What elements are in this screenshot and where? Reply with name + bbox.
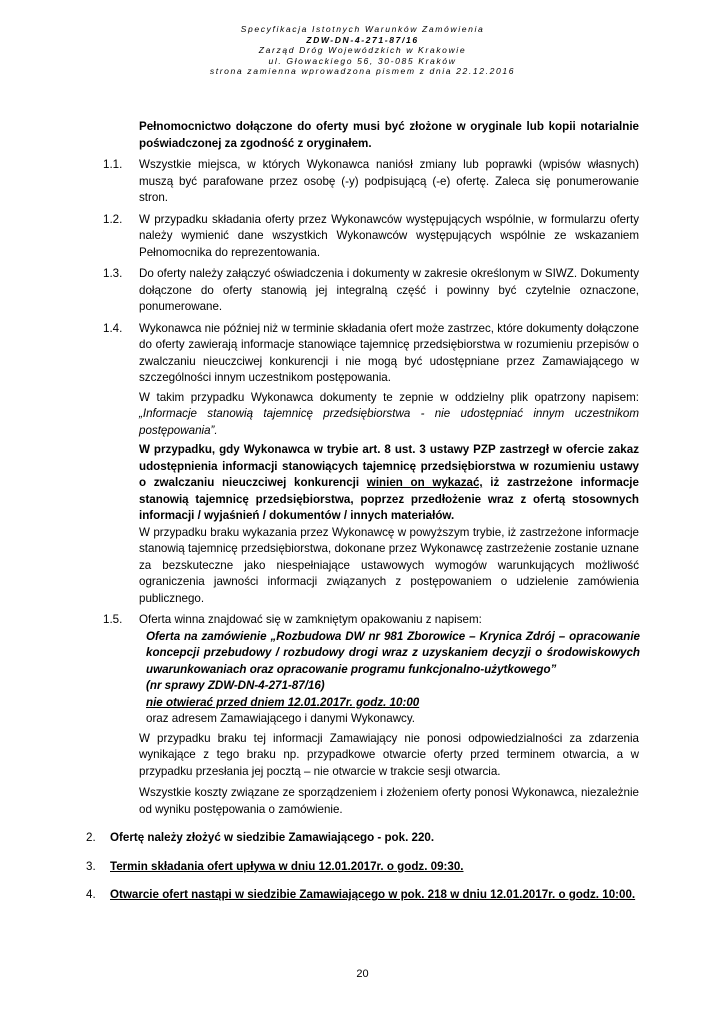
section-text: Wykonawca nie później niż w terminie składania ofert może zastrzec, które dokumenty dołączone do oferty zawierają informacje stanowiące tajemnicę przedsiębiorstwa w rozumieniu przepisów o zwalczaniu nieuczciwej konkurencji i nie mogą być udostępniane przez Zamawiającego w szczególności innym uczestnikom postępowania. — [139, 321, 639, 384]
section-number: 1.4. — [103, 321, 123, 335]
section-text: Otwarcie ofert nastąpi w siedzibie Zamawiającego w pok. 218 w dniu 12.01.2017r. o godz. 10:00. — [110, 888, 636, 901]
section-number: 1.3. — [103, 267, 123, 280]
section-number: 1.5. — [103, 613, 123, 626]
document-header — [0, 24, 725, 77]
section-number: 1.2. — [103, 212, 123, 226]
trade-secret-underlined: winien on wykazać, — [366, 476, 483, 489]
header-case-number: ZDW-DN-4-271-87/16 — [306, 34, 419, 45]
section-1-4-marking — [139, 390, 639, 440]
marking-quote: „Informacje stanowią tajemnicę przedsiębiorstwa - nie udostępniać innym uczestnikom postępowania”. — [139, 407, 639, 437]
section-text: Termin składania ofert upływa w dniu 12.01.2017r. o godz. 09:30. — [110, 859, 464, 873]
section-number: 3. — [86, 859, 96, 873]
section-number: 1.1. — [103, 158, 123, 171]
section-1-4 — [103, 321, 639, 387]
envelope-do-not-open: nie otwierać przed dniem 12.01.2017r. godz. 10:00 — [146, 695, 420, 709]
page-number: 20 — [356, 968, 369, 980]
section-1-3 — [103, 266, 639, 316]
header-organization: Zarząd Dróg Wojewódzkich w Krakowie — [258, 45, 467, 56]
section-1-2 — [103, 212, 639, 262]
section-3 — [86, 859, 640, 876]
section-1-1 — [103, 157, 639, 207]
section-1-5-costs: Wszystkie koszty związane ze sporządzeniem i złożeniem oferty ponosi Wykonawca, niezależnie od wyniku postępowania o zamówienie. — [139, 786, 639, 816]
header-address: ul. Głowackiego 56, 30-085 Kraków — [268, 55, 457, 66]
envelope-address-note: oraz adresem Zamawiającego i danymi Wykonawcy. — [146, 712, 416, 725]
section-1-4-consequence: W przypadku braku wykazania przez Wykonawcę w powyższym trybie, iż zastrzeżone informacje stanowią tajemnicę przedsiębiorstwa, dokonane przez Wykonawcę zastrzeżenie zostanie uznane za bezskuteczne jako niespełniające ustawowych wymogów warunkujących możliwość ograniczenia jawności informacji związanych z postępowaniem o udzielenie zamówienia publicznego. — [139, 525, 639, 605]
section-text: Wszystkie miejsca, w których Wykonawca naniósł zmiany lub poprawki (wpisów własnych) muszą być parafowane przez osobę (-y) podpisującą (-e) ofertę. Zaleca się ponumerowanie stron. — [139, 158, 639, 204]
section-text: Oferta winna znajdować się w zamkniętym opakowaniu z napisem: — [139, 613, 482, 626]
section-text: W przypadku składania oferty przez Wykonawców występujących wspólnie, w formularzu oferty należy wymienić dane wszystkich Wykonawców występujących wspólnie ze wskazaniem Pełnomocnika do reprezentowania. — [139, 212, 639, 259]
section-1-5 — [103, 612, 639, 629]
section-text: Do oferty należy załączyć oświadczenia i dokumenty w zakresie określonym w SIWZ. Dokumenty dołączone do oferty stanowią jej integralną część i powinny być czytelnie oznaczone, ponumerowane. — [139, 267, 639, 313]
header-amendment-note: strona zamienna wprowadzona pismem z dnia 22.12.2016 — [209, 66, 516, 77]
section-2 — [86, 830, 640, 847]
envelope-case-number: (nr sprawy ZDW-DN-4-271-87/16) — [146, 679, 325, 692]
section-number: 2. — [86, 831, 96, 844]
section-1-4-trade-secret-requirement — [139, 442, 639, 525]
document-body — [0, 119, 725, 904]
section-4 — [86, 887, 640, 904]
section-text: Ofertę należy złożyć w siedzibie Zamawiającego - pok. 220. — [110, 831, 435, 844]
envelope-label — [146, 629, 640, 728]
marking-instruction: W takim przypadku Wykonawca dokumenty te zepnie w oddzielny plik opatrzony napisem: — [139, 390, 639, 404]
header-title: Specyfikacja Istotnych Warunków Zamówienia — [240, 24, 485, 34]
section-1-5-missing-info: W przypadku braku tej informacji Zamawiający nie ponosi odpowiedzialności za zdarzenia wynikające z tego braku np. przypadkowe otwarcie oferty przed terminem otwarcia, a w przypadku przesłania jej pocztą – nie otwarcie w trakcie sesji otwarcia. — [139, 731, 639, 778]
section-number: 4. — [86, 888, 96, 901]
envelope-offer-title: Oferta na zamówienie „Rozbudowa DW nr 981 Zborowice – Krynica Zdrój – opracowanie koncepcji przebudowy / rozbudowy drogi wraz z uzyskaniem decyzji o środowiskowych uwarunkowaniach oraz opracowanie programu funkcjonalno-użytkowego” — [146, 629, 640, 676]
trade-secret-text-1: W przypadku, gdy Wykonawca w trybie art. 8 ust. 3 ustawy PZP zastrzegł w ofercie zakaz udostępnienia informacji stanowiących tajemnicę przedsiębiorstwa w rozumieniu ustawy o zwalczaniu nieuczciwej konkurencji — [139, 443, 639, 489]
power-of-attorney-note: Pełnomocnictwo dołączone do oferty musi być złożone w oryginale lub kopii notarialnie poświadczonej za zgodność z oryginałem. — [139, 120, 639, 150]
trade-secret-text-2: iż zastrzeżone informacje stanowią tajemnicę przedsiębiorstwa, poprzez przedłożenie wraz z ofertą stosownych informacji / wyjaśnień / dokumentów / innych materiałów. — [139, 476, 639, 522]
